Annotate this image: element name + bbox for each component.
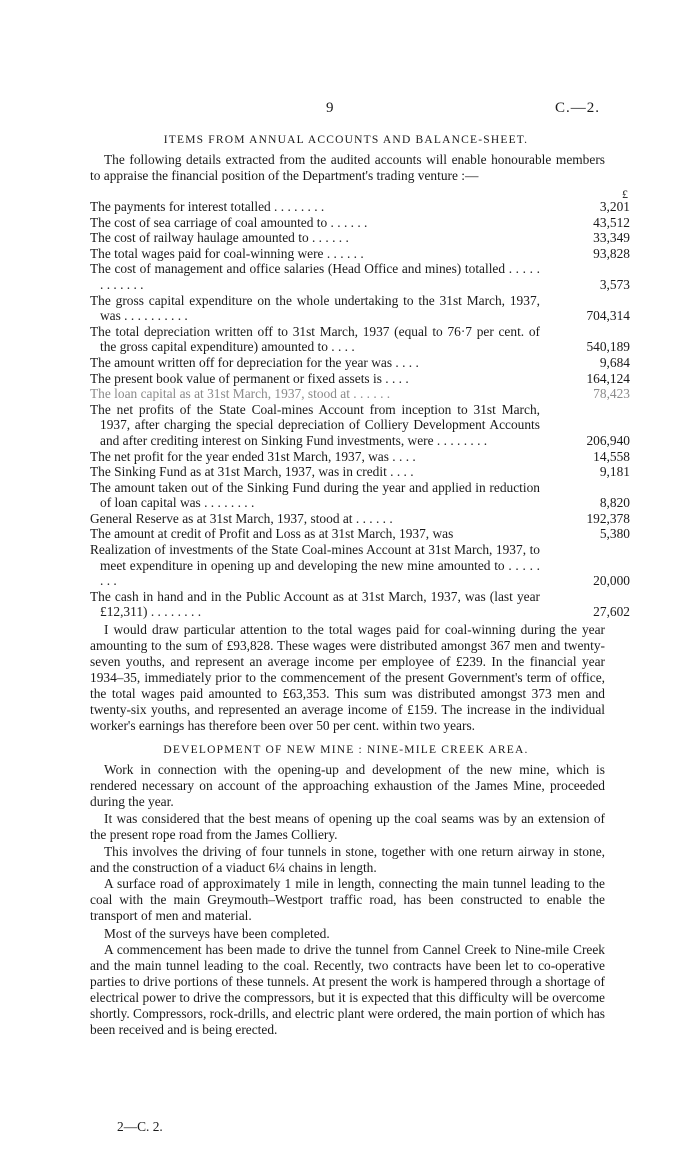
account-item-amount: 20,000 — [593, 573, 630, 589]
account-item-text: The payments for interest totalled . . . . . . . . — [90, 199, 325, 214]
account-item — [90, 526, 630, 542]
account-item-text: The amount at credit of Profit and Loss as at 31st March, 1937, was — [90, 526, 454, 542]
account-item-amount: 43,512 — [593, 214, 630, 230]
account-item — [90, 215, 630, 231]
account-item-text: The cost of sea carriage of coal amounted to . . . . . . — [90, 214, 368, 230]
account-item — [90, 589, 630, 620]
account-item-text: The Sinking Fund as at 31st March, 1937, was in credit . . . . — [90, 464, 414, 480]
account-item-text: The amount taken out of the Sinking Fund during the year and applied in reduction of loan capital was . . . . . . . . — [90, 479, 540, 511]
page-header — [0, 100, 700, 120]
account-item-amount: 9,181 — [599, 464, 630, 480]
account-item-amount: 206,940 — [586, 432, 630, 448]
account-item-amount: 192,378 — [586, 510, 630, 526]
account-item-amount: 93,828 — [593, 245, 630, 261]
account-item-amount: 8,820 — [599, 495, 630, 511]
account-item-amount: 78,423 — [593, 386, 630, 402]
wages-paragraph: I would draw particular attention to the total wages paid for coal-winning during the year amounting to the sum of £93,828. These wages were distributed amongst 367 men and twenty-seven youths, and represent an average income per employee of £239. In the financial year 1934–35, immediately prior to the commencement of the present Government's term of office, the total wages paid amounted to £63,353. This sum was distributed amongst 373 men and twenty-six youths, and represented an average income of £159. The increase in the individual worker's earnings has therefore been over 50 per cent. within two years. — [90, 622, 605, 733]
account-item-amount: 164,124 — [586, 370, 630, 386]
account-item — [90, 464, 630, 480]
account-item-text: The present book value of permanent or fixed assets is . . . . — [90, 370, 409, 386]
currency-header: £ — [622, 187, 628, 201]
account-item-text: The net profit for the year ended 31st March, 1937, was . . . . — [90, 448, 416, 464]
development-paragraph-2: It was considered that the best means of opening up the coal seams was by an extension of the present rope road from the James Colliery. — [90, 811, 605, 842]
account-item-amount: 3,201 — [599, 199, 630, 214]
account-item — [90, 199, 630, 215]
account-item — [90, 355, 630, 371]
account-item — [90, 449, 630, 465]
account-item — [90, 480, 630, 511]
account-item — [90, 371, 630, 387]
account-item — [90, 386, 630, 402]
document-reference: C.—2. — [554, 100, 600, 116]
account-item-text: The cash in hand and in the Public Account as at 31st March, 1937, was (last year £12,311) . . . . . . . . — [90, 588, 540, 620]
account-item-text: The amount written off for depreciation for the year was . . . . — [90, 354, 419, 370]
account-item — [90, 511, 630, 527]
account-item — [90, 246, 630, 262]
intro-paragraph: The following details extracted from the audited accounts will enable honourable members to appraise the financial position of the Department's trading venture :— — [90, 152, 605, 183]
footer-signature: 2—C. 2. — [117, 1119, 163, 1134]
account-item-amount: 9,684 — [599, 354, 630, 370]
account-item — [90, 230, 630, 246]
account-item-text: The gross capital expenditure on the whole undertaking to the 31st March, 1937, was . . . . . . . . . . — [90, 292, 540, 324]
development-paragraph-6: A commencement has been made to drive the tunnel from Cannel Creek to Nine-mile Creek and the main tunnel leading to the coal. Recently, two contracts have been let to co-operative parties to drive portions of these tunnels. At present the work is hampered through a shortage of electrical power to drive the compressors, but it is expected that this difficulty will be overcome shortly. Compressors, rock-drills, and electric plant were ordered, the main portion of which has been received and is being erected. — [90, 942, 605, 1037]
section-title-accounts: ITEMS FROM ANNUAL ACCOUNTS AND BALANCE-SHEET. — [163, 134, 529, 146]
account-item-text: General Reserve as at 31st March, 1937, stood at . . . . . . — [90, 510, 393, 526]
account-item-text: The cost of railway haulage amounted to . . . . . . — [90, 230, 349, 246]
account-item — [90, 293, 630, 324]
development-paragraph-4: A surface road of approximately 1 mile in length, connecting the main tunnel leading to the coal with the main Greymouth–Westport traffic road, has been constructed to enable the transport of men and material. — [90, 876, 605, 923]
account-item-amount: 540,189 — [586, 339, 630, 355]
page-number: 9 — [326, 100, 334, 116]
account-item-amount: 704,314 — [586, 308, 630, 324]
account-item-text: The cost of management and office salaries (Head Office and mines) totalled . . . . . . . . . . . . — [90, 261, 540, 292]
account-item-amount: 14,558 — [593, 448, 630, 464]
development-paragraph-5: Most of the surveys have been completed. — [104, 926, 330, 941]
development-paragraph-1: Work in connection with the opening-up and development of the new mine, which is rendered necessary on account of the approaching exhaustion of the James Mine, proceeded during the year. — [90, 762, 605, 809]
account-item-text: The net profits of the State Coal-mines Account from inception to 31st March, 1937, after charging the special depreciation of Colliery Development Accounts and after crediting interest on Sinking Fund investments, were . . . . . . . . — [90, 401, 540, 448]
account-item-text: The total depreciation written off to 31st March, 1937 (equal to 76·7 per cent. of the gross capital expenditure) amounted to . . . . — [90, 323, 540, 355]
account-item-text: The loan capital as at 31st March, 1937, stood at . . . . . . — [90, 386, 391, 402]
account-item-amount: 3,573 — [599, 276, 630, 292]
account-item — [90, 542, 630, 589]
account-item-text: The total wages paid for coal-winning were . . . . . . — [90, 245, 364, 261]
account-item — [90, 402, 630, 449]
accounts-items-list — [90, 199, 630, 620]
account-item — [90, 261, 630, 292]
development-paragraph-3: This involves the driving of four tunnels in stone, together with one return airway in stone, and the construction of a viaduct 6¼ chains in length. — [90, 844, 605, 875]
account-item-amount: 27,602 — [593, 604, 630, 620]
account-item-text: Realization of investments of the State Coal-mines Account at 31st March, 1937, to meet expenditure in opening up and developing the new mine amounted to . . . . . . . . — [90, 542, 540, 589]
account-item-amount: 5,380 — [599, 526, 630, 542]
account-item — [90, 324, 630, 355]
section-title-development: DEVELOPMENT OF NEW MINE : NINE-MILE CREEK AREA. — [163, 744, 529, 756]
account-item-amount: 33,349 — [593, 230, 630, 246]
